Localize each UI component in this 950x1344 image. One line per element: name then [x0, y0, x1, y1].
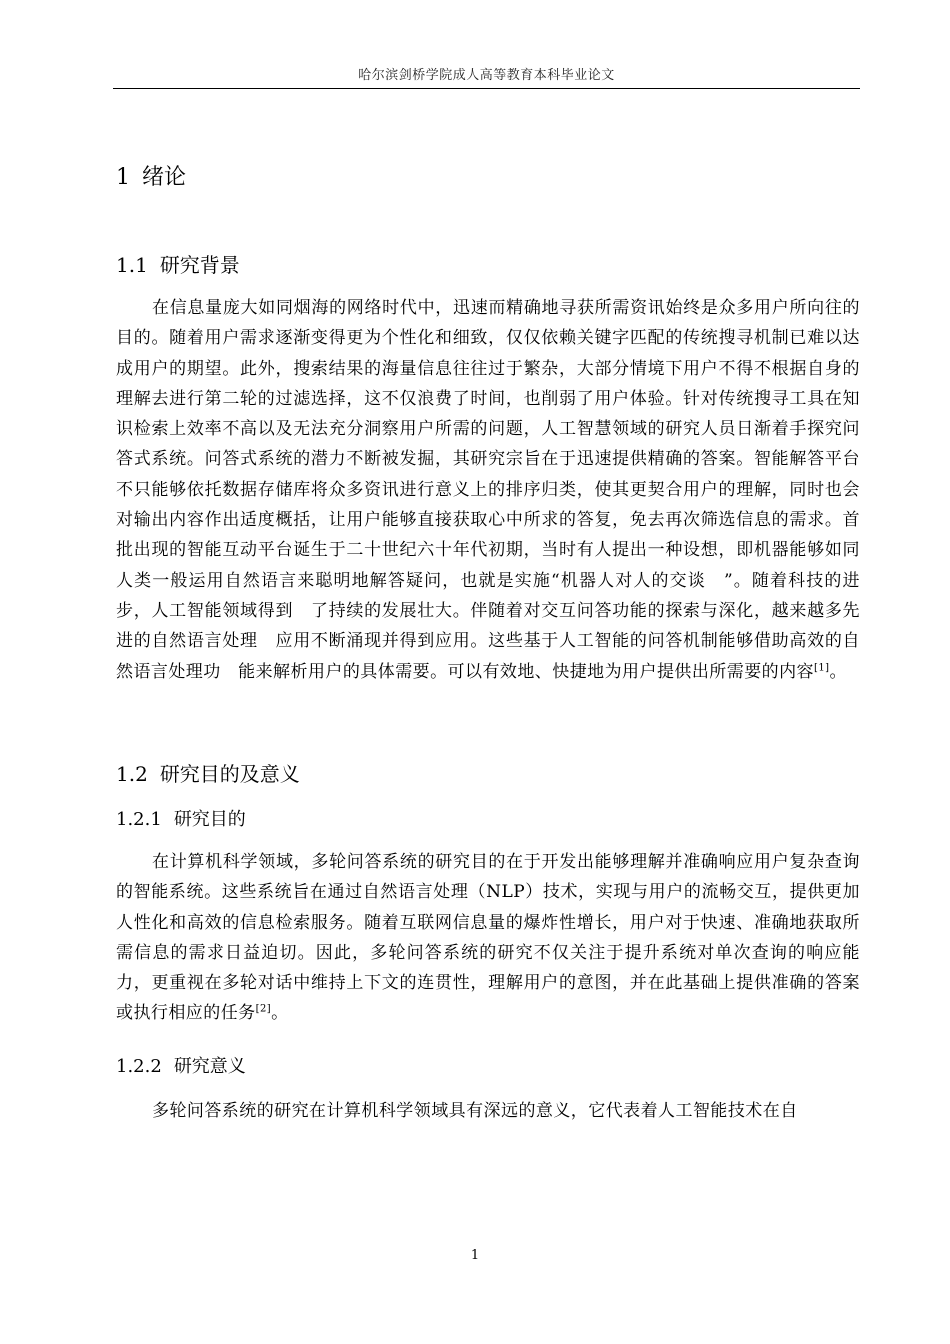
citation-marker: [1]: [814, 661, 830, 673]
page-number: 1: [470, 1248, 480, 1263]
section-number: 1.2: [116, 762, 148, 786]
subsection-title: 研究意义: [173, 1056, 246, 1077]
running-header: 哈尔滨剑桥学院成人高等教育本科毕业论文: [358, 68, 615, 83]
chapter-number: 1: [116, 165, 130, 190]
header-rule: [113, 88, 860, 89]
citation-marker: [2]: [255, 1003, 272, 1015]
paragraph-text: 在信息量庞大如同烟海的网络时代中，迅速而精确地寻获所需资讯始终是众多用户所向往的目的。随着用户需求逐渐变得更为个性化和细致，仅仅依赖关键字匹配的传统搜寻机制已难以达成用户的期望。此外，搜索结果的海量信息往往过于繁杂，大部分情境下用户不得不根据自身的理解去进行第二轮的过滤选择，这不仅浪费了时间，也削弱了用户体验。针对传统搜寻工具在知识检索上效率不高以及无法充分洞察用户所需的问题，人工智慧领域的研究人员日渐着手探究问答式系统。问答式系统的潜力不断被发掘，其研究宗旨在于迅速提供精确的答案。智能解答平台不只能够依托数据存储库将众多资讯进行意义上的排序归类，使其更契合用户的理解，同时也会对输出内容作出适度概括，让用户能够直接获取心中所求的答复，免去再次筛选信息的需求。首批出现的智能互动平台诞生于二十世纪六十年代初期，当时有人提出一种设想，即机器能够如同人类一般运用自然语言来聪明地解答疑问，也就是实施“机器人对人的交谈 ”。随着科技的进步，人工智能领域得到 了持续的发展壮大。伴随着对交互问答功能的探索与深化，越来越多先进的自然语言处理 应用不断涌现并得到应用。这些基于人工智能的问答机制能够借助高效的自然语言处理功 能来解析用户的具体需要。可以有效地、快捷地为用户提供出所需要的内容: [116, 298, 860, 682]
subsection-number: 1.2.2: [116, 1056, 162, 1077]
subsection-title: 研究目的: [173, 809, 246, 830]
subsection-heading-1-2-1: [116, 808, 246, 831]
paragraph-research-significance: [116, 1096, 860, 1126]
paragraph-end: 。: [829, 661, 847, 682]
paragraph-text: 多轮问答系统的研究在计算机科学领域具有深远的意义，它代表着人工智能技术在自: [152, 1101, 798, 1121]
section-heading-1-1: [116, 252, 240, 278]
subsection-number: 1.2.1: [116, 809, 162, 830]
section-number: 1.1: [116, 253, 148, 277]
section-heading-1-2: [116, 761, 300, 787]
paragraph-end: 。: [271, 1003, 289, 1024]
paragraph-text: 在计算机科学领域，多轮问答系统的研究目的在于开发出能够理解并准确响应用户复杂查询的智能系统。这些系统旨在通过自然语言处理（NLP）技术，实现与用户的流畅交互，提供更加人性化和高效的信息检索服务。随着互联网信息量的爆炸性增长，用户对于快速、准确地获取所需信息的需求日益迫切。因此，多轮问答系统的研究不仅关注于提升系统对单次查询的响应能力，更重视在多轮对话中维持上下文的连贯性，理解用户的意图，并在此基础上提供准确的答案或执行相应的任务: [116, 852, 860, 1024]
chapter-title: 绪论: [142, 165, 187, 190]
paragraph-research-background: [116, 293, 860, 687]
chapter-heading: [116, 164, 186, 193]
section-title: 研究背景: [159, 253, 240, 277]
section-title: 研究目的及意义: [159, 762, 300, 786]
subsection-heading-1-2-2: [116, 1055, 246, 1078]
paragraph-research-purpose: [116, 847, 860, 1029]
